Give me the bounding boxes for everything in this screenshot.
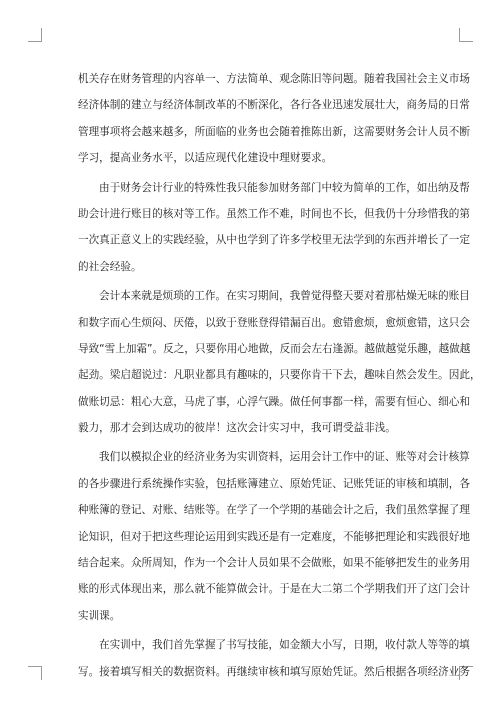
corner-mark-bottom-left — [28, 666, 42, 680]
text-line: 一次真正意义上的实践经验，从中也学到了许多学校里无法学到的东西并增长了一定 — [78, 234, 470, 247]
text-line: 的社会经验。 — [78, 260, 142, 273]
text-line: 经济体制的建立与经济体制改革的不断深化，各行各业迅速发展壮大，商务局的日常 — [78, 99, 470, 112]
text-line: 助会计进行账目的核对等工作。虽然工作不难，时间也不长，但我仍十分珍惜我的第 — [78, 207, 470, 220]
paragraph — [78, 444, 470, 629]
text-line: 的各步骤进行系统操作实验，包括账簿建立、原始凭证、记账凭证的审核和填制，各 — [78, 477, 470, 490]
text-line: 结合起来。众所周知，作为一个会计人员如果不会做账，如果不能够把发生的业务用 — [78, 557, 470, 570]
text-line: 由于财务会计行业的特殊性我只能参加财务部门中较为简单的工作，如出纳及帮 — [99, 181, 470, 194]
corner-mark-top-left — [28, 28, 42, 42]
paragraph — [78, 283, 481, 441]
paragraph — [78, 66, 470, 172]
paragraph — [78, 632, 470, 685]
text-line: 和数字而心生烦闷、厌倦，以致于登账登得错漏百出。愈错愈烦，愈烦愈错，这只会 — [78, 316, 470, 329]
text-line: 写。接着填写相关的数据资料。再继续审核和填写原始凭证。然后根据各项经济业务 — [78, 665, 470, 678]
text-line: 会计本来就是烦琐的工作。在实习期间，我曾觉得整天要对着那枯燥无味的账目 — [99, 290, 470, 303]
text-line: 账的形式体现出来，那么就不能算做会计。于是在大二第二个学期我们开了这门会计 — [78, 583, 470, 596]
document-body — [78, 66, 481, 685]
text-line: 起劲。梁启超说过：凡职业都具有趣味的，只要你肯干下去，趣味自然会发生。因此， — [78, 369, 481, 382]
text-line: 机关存在财务管理的内容单一、方法简单、观念陈旧等问题。随着我国社会主义市场 — [78, 73, 470, 85]
text-line: 管理事项将会越来越多，所面临的业务也会随着推陈出新，这需要财务会计人员不断 — [78, 125, 470, 138]
corner-mark-top-right — [459, 28, 473, 42]
text-line: 论知识，但对于把这些理论运用到实践还是有一定难度，不能够把理论和实践很好地 — [78, 530, 470, 543]
text-line: 导致“雪上加霜”。反之，只要你用心地做，反而会左右逢源。越做越觉乐趣，越做越 — [78, 342, 471, 355]
text-line: 毅力，那才会到达成功的彼岸！这次会计实习中，我可谓受益非浅。 — [78, 422, 396, 435]
paragraph — [78, 175, 470, 281]
text-line: 实训课。 — [78, 609, 121, 622]
text-line: 种账簿的登记、对账、结账等。在学了一个学期的基础会计之后，我们虽然掌握了理 — [78, 504, 470, 517]
text-line: 我们以模拟企业的经济业务为实训资料，运用会计工作中的证、账等对会计核算 — [99, 451, 470, 464]
text-line: 做账切忌：粗心大意，马虎了事，心浮气躁。做任何事都一样，需要有恒心、细心和 — [78, 395, 470, 408]
text-line: 在实训中，我们首先掌握了书写技能，如金额大小写，日期，收付款人等等的填 — [99, 639, 470, 652]
text-line: 学习，提高业务水平，以适应现代化建设中理财要求。 — [78, 152, 333, 165]
